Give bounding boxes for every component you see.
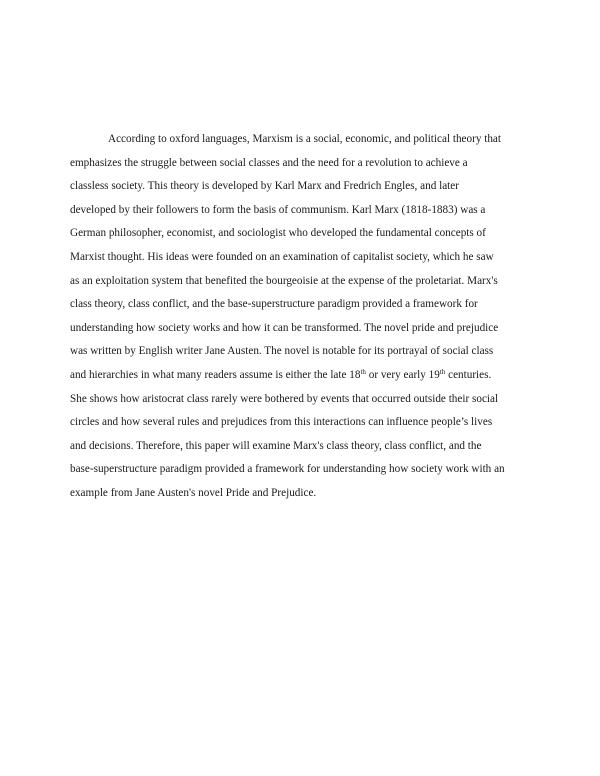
paragraph-line: understanding how society works and how it can be transformed. The novel pride and prejudice xyxy=(70,321,499,334)
paragraph-line: emphasizes the struggle between social classes and the need for a revolution to achieve a xyxy=(70,156,468,169)
paragraph-line: German philosopher, economist, and sociologist who developed the fundamental concepts of xyxy=(70,227,486,240)
paragraph-line: classless society. This theory is developed by Karl Marx and Fredrich Engles, and later xyxy=(70,180,459,193)
paragraph-line: According to oxford languages, Marxism is a social, economic, and political theory that xyxy=(108,133,502,145)
paragraph-line: example from Jane Austen's novel Pride and Prejudice. xyxy=(70,486,317,499)
paragraph-line-with-superscripts xyxy=(70,364,534,388)
superscript-ordinal: th xyxy=(360,367,366,376)
line-text-before: and hierarchies in what many readers assume is either the late 18 xyxy=(70,368,361,381)
body-paragraph xyxy=(70,128,534,506)
paragraph-line: She shows how aristocrat class rarely were bothered by events that occurred outside their social xyxy=(70,392,499,405)
paragraph-line: base-superstructure paradigm provided a framework for understanding how society work with an xyxy=(70,463,505,476)
paragraph-line: Marxist thought. His ideas were founded on an examination of capitalist society, which he saw xyxy=(70,250,494,263)
line-text-middle: or very early 19 xyxy=(365,368,440,381)
paragraph-line: was written by English writer Jane Austen. The novel is notable for its portrayal of social class xyxy=(70,345,494,358)
line-text-after: centuries. xyxy=(445,368,492,381)
paragraph-line: as an exploitation system that benefited the bourgeoisie at the expense of the proletariat. Marx's xyxy=(70,274,498,287)
superscript-ordinal: th xyxy=(439,367,446,376)
paragraph-line: developed by their followers to form the basis of communism. Karl Marx (1818-1883) was a xyxy=(70,203,486,216)
paragraph-line: and decisions. Therefore, this paper will examine Marx's class theory, class conflict, and the xyxy=(70,439,482,452)
paragraph-line: circles and how several rules and prejudices from this interactions can influence people’s lives xyxy=(70,416,493,429)
paragraph-line: class theory, class conflict, and the base-superstructure paradigm provided a framework for xyxy=(70,298,478,311)
